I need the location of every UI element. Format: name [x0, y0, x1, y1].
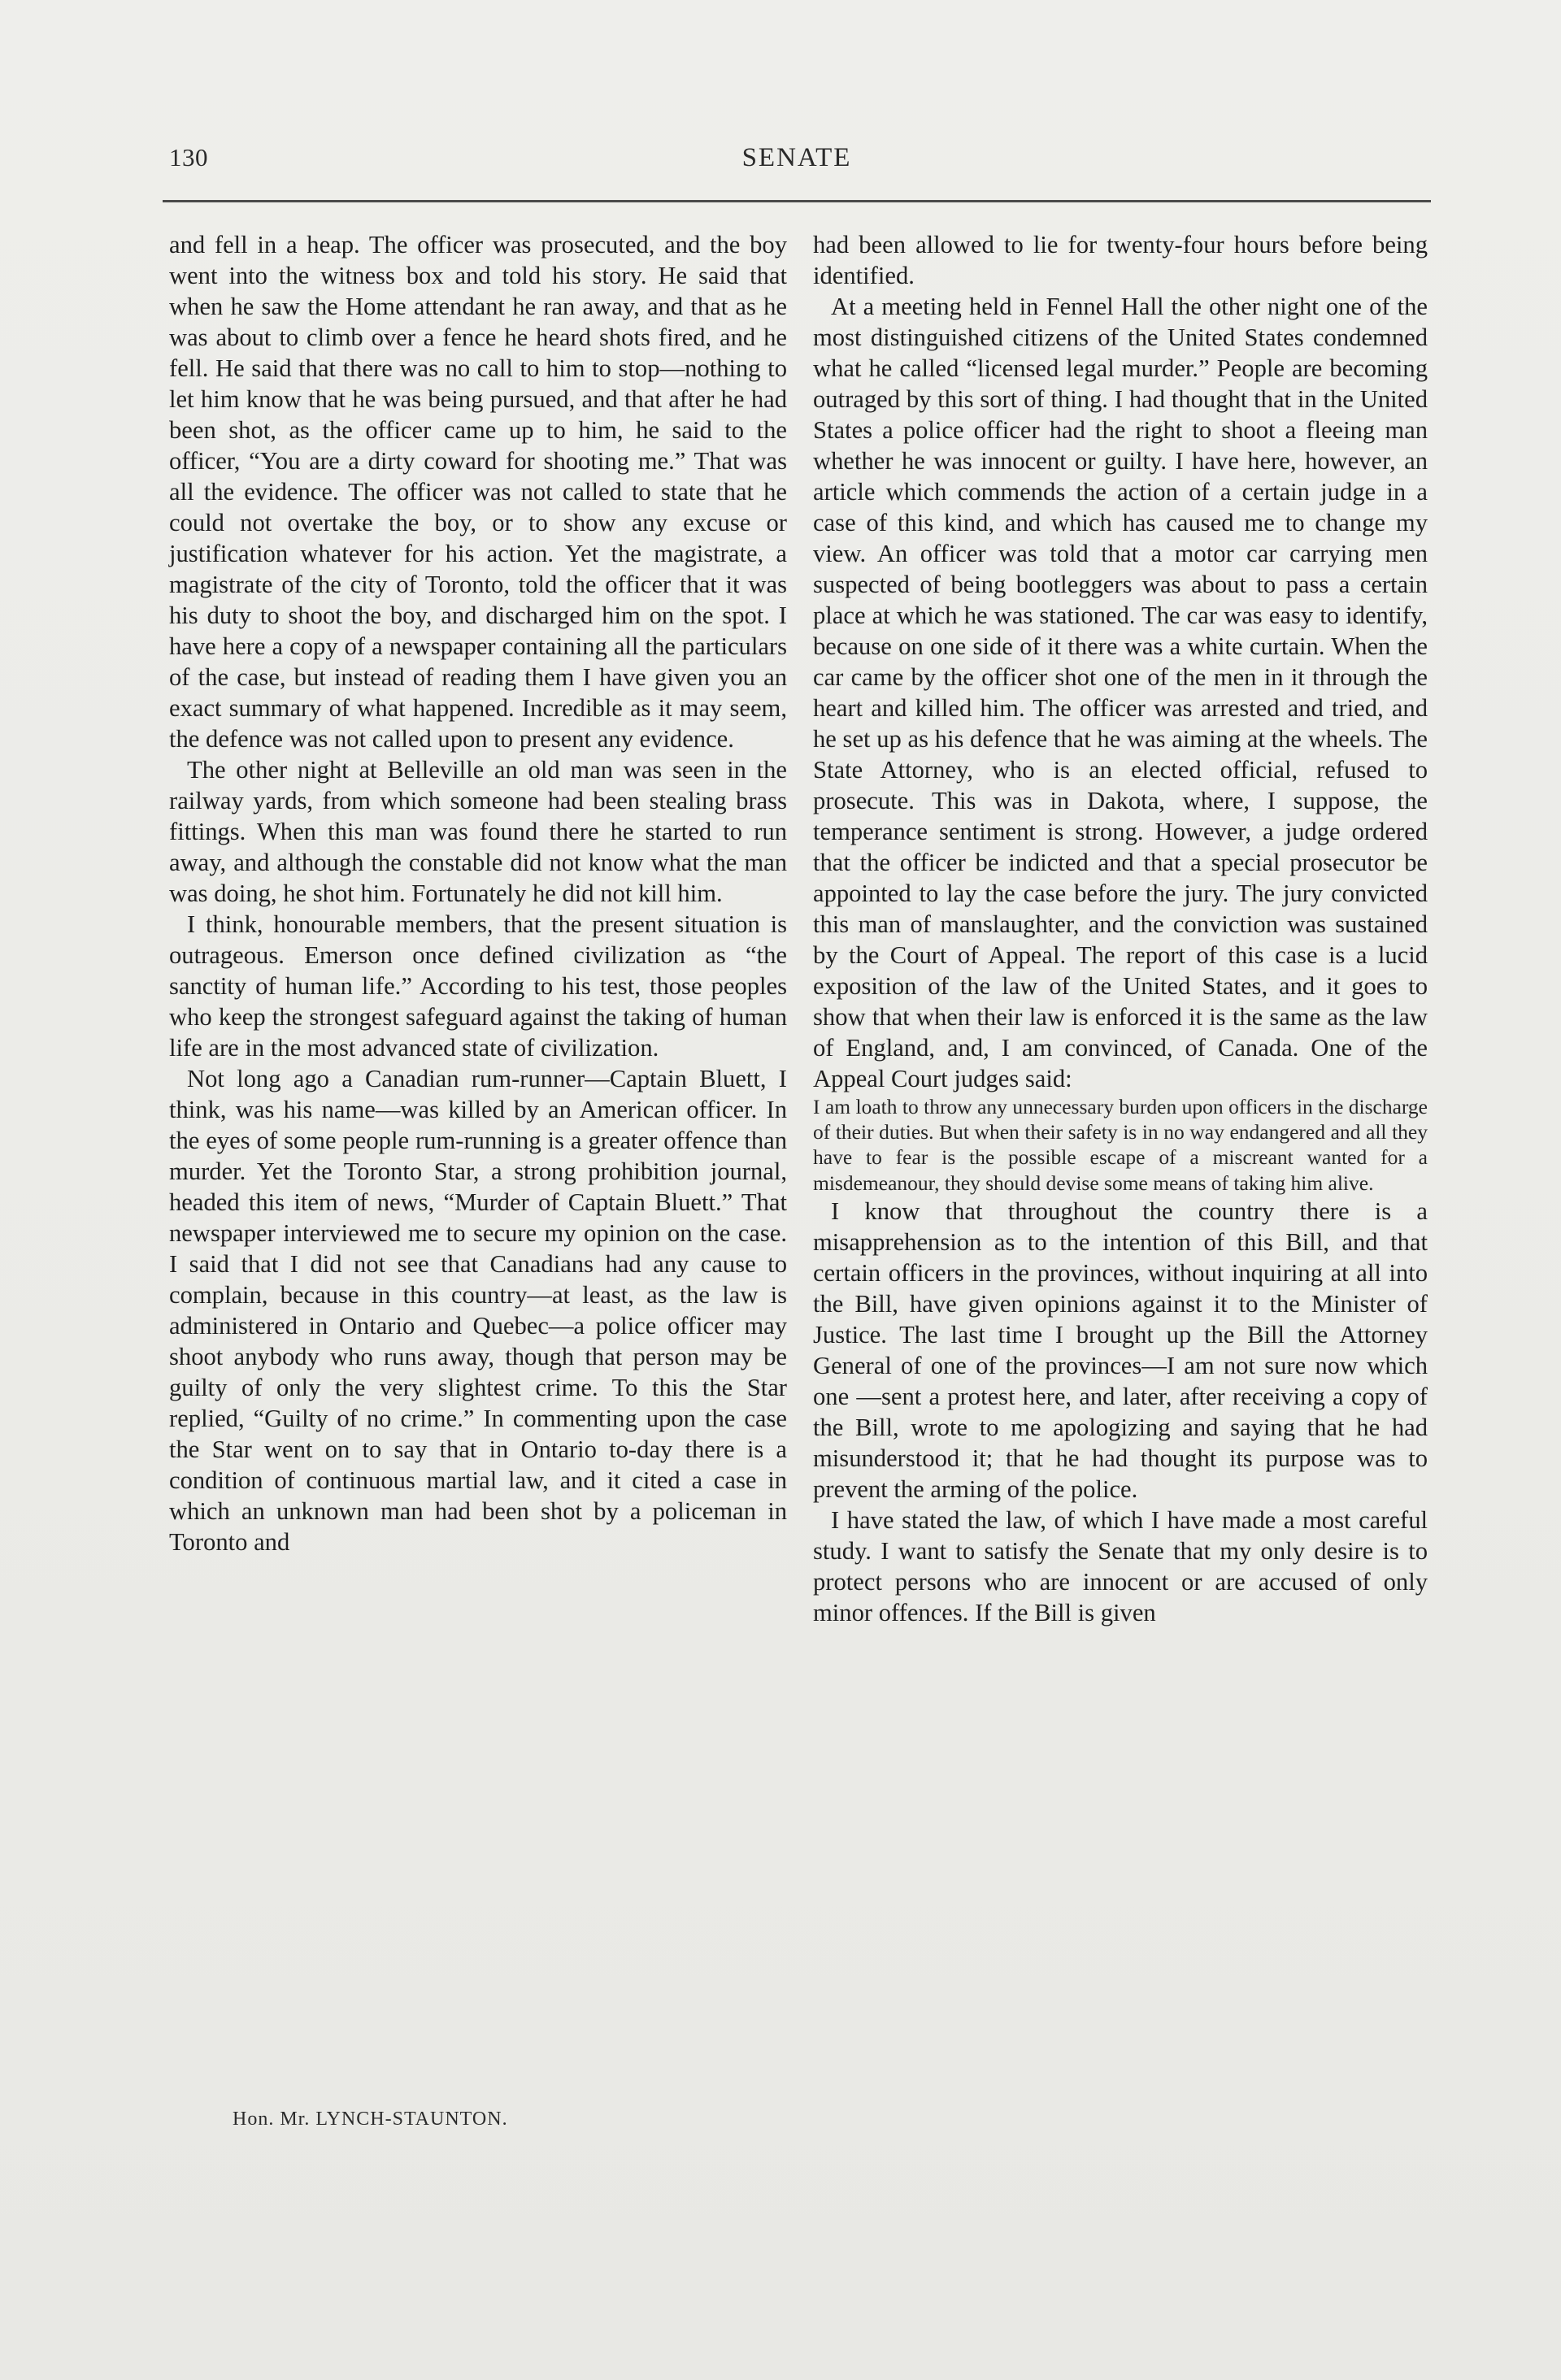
- running-title: SENATE: [741, 143, 852, 172]
- block-quote: I am loath to throw any unnecessary burden upon officers in the discharge of their duties. But when their safety is in no way endangered and all they have to fear is the possible escape of a miscreant wanted for a misdemeanour, they should devise some means of taking him alive.: [813, 1095, 1428, 1195]
- header-rule: [163, 200, 1431, 202]
- right-column: [813, 229, 1428, 1628]
- page-header: [163, 143, 1431, 187]
- page-number: 130: [169, 143, 208, 172]
- left-paragraph-3: I think, honourable members, that the present situation is outrageous. Emerson once defined civilization as “the sanctity of human life.” According to his test, those peoples who keep the strongest safeguard against the taking of human life are in the most advanced state of civilization.: [169, 910, 787, 1062]
- right-paragraph-4: I have stated the law, of which I have made a most careful study. I want to satisfy the Senate that my only desire is to protect persons who are innocent or are accused of only minor offences. If the Bill is given: [813, 1505, 1428, 1626]
- left-paragraph-1: and fell in a heap. The officer was prosecuted, and the boy went into the witness box and told his story. He said that when he saw the Home attendant he ran away, and that as he was about to climb over a fence he heard shots fired, and he fell. He said that there was no call to him to stop—nothing to let him know that he was being pursued, and that after he had been shot, as the officer came up to him, he said to the officer, “You are a dirty coward for shooting me.” That was all the evidence. The officer was not called to state that he could not overtake the boy, or to show any excuse or justification whatever for his action. Yet the magistrate, a magistrate of the city of Toronto, told the officer that it was his duty to shoot the boy, and discharged him on the spot. I have here a copy of a newspaper containing all the particulars of the case, but instead of reading them I have given you an exact summary of what happened. Incredible as it may seem, the defence was not called upon to present any evidence.: [169, 231, 787, 753]
- speaker-footer: Hon. Mr. LYNCH-STAUNTON.: [233, 2109, 508, 2130]
- right-paragraph-2: At a meeting held in Fennel Hall the other night one of the most distinguished citizens of the United States condemned what he called “licensed legal murder.” People are becoming outraged by this sort of thing. I had thought that in the United States a police officer had the right to shoot a fleeing man whether he was innocent or guilty. I have here, however, an article which commends the action of a certain judge in a case of this kind, and which has caused me to change my view. An officer was told that a motor car carrying men suspected of being bootleggers was about to pass a certain place at which he was stationed. The car was easy to identify, because on one side of it there was a white curtain. When the car came by the officer shot one of the men in it through the heart and killed him. The officer was arrested and tried, and he set up as his defence that he was aiming at the wheels. The State Attorney, who is an elected official, refused to prosecute. This was in Dakota, where, I suppose, the temperance sentiment is strong. However, a judge ordered that the officer be indicted and that a special prosecutor be appointed to lay the case before the jury. The jury convicted this man of manslaughter, and the conviction was sustained by the Court of Appeal. The report of this case is a lucid exposition of the law of the United States, and it goes to show that when their law is enforced it is the same as the law of England, and, I am convinced, of Canada. One of the Appeal Court judges said:: [813, 293, 1428, 1092]
- right-paragraph-3: I know that throughout the country there is a misapprehension as to the intention of this Bill, and that certain officers in the provinces, without inquiring at all into the Bill, have given opinions against it to the Minister of Justice. The last time I brought up the Bill the Attorney General of one of the provinces—I am not sure now which one —sent a protest here, and later, after receiving a copy of the Bill, wrote to me apologizing and saying that he had misunderstood it; that he had thought its purpose was to prevent the arming of the police.: [813, 1197, 1428, 1503]
- right-paragraph-1: had been allowed to lie for twenty-four hours before being identified.: [813, 231, 1428, 289]
- left-paragraph-2: The other night at Belleville an old man was seen in the railway yards, from which someone had been stealing brass fittings. When this man was found there he started to run away, and although the constable did not know what the man was doing, he shot him. Fortunately he did not kill him.: [169, 756, 787, 907]
- left-paragraph-4: Not long ago a Canadian rum-runner—Captain Bluett, I think, was his name—was killed by an American officer. In the eyes of some people rum-running is a greater offence than murder. Yet the Toronto Star, a strong prohibition journal, headed this item of news, “Murder of Captain Bluett.” That newspaper interviewed me to secure my opinion on the case. I said that I did not see that Canadians had any cause to complain, because in this country—at least, as the law is administered in Ontario and Quebec—a police officer may shoot anybody who runs away, though that person may be guilty of only the very slightest crime. To this the Star replied, “Guilty of no crime.” In commenting upon the case the Star went on to say that in Ontario to-day there is a condition of continuous martial law, and it cited a case in which an unknown man had been shot by a policeman in Toronto and: [169, 1065, 787, 1556]
- left-column: [169, 229, 787, 1557]
